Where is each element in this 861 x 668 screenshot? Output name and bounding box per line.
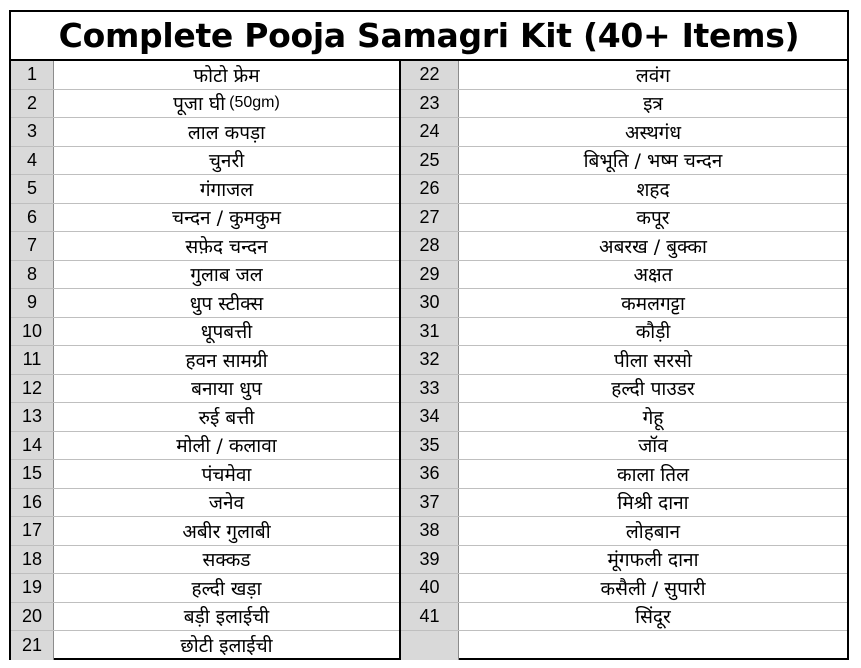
table-row	[401, 318, 847, 347]
row-number: 4	[11, 147, 54, 175]
item-name: हल्दी खड़ा	[191, 577, 262, 600]
item-cell	[459, 61, 847, 89]
item-cell	[54, 574, 399, 602]
table-row	[11, 375, 399, 404]
item-cell	[459, 603, 847, 631]
row-number: 3	[11, 118, 54, 146]
item-name: गेहू	[642, 406, 664, 429]
right-column	[401, 61, 847, 658]
item-name: अक्षत	[633, 264, 673, 287]
table-row	[11, 460, 399, 489]
table-row	[401, 261, 847, 290]
table-row	[11, 489, 399, 518]
table-row	[11, 403, 399, 432]
item-cell	[459, 631, 847, 660]
row-number: 36	[401, 460, 459, 488]
table-row	[11, 318, 399, 347]
table-row	[401, 546, 847, 575]
row-number: 17	[11, 517, 54, 545]
samagri-table	[9, 10, 849, 660]
row-number: 10	[11, 318, 54, 346]
row-number: 32	[401, 346, 459, 374]
table-row	[401, 147, 847, 176]
row-number: 24	[401, 118, 459, 146]
table-row	[401, 90, 847, 119]
row-number: 30	[401, 289, 459, 317]
item-name: कपूर	[636, 207, 670, 230]
item-name: धूपबत्ती	[200, 321, 253, 344]
table-row	[11, 574, 399, 603]
item-name: हल्दी पाउडर	[611, 378, 695, 401]
table-row	[401, 460, 847, 489]
item-cell	[54, 403, 399, 431]
row-number: 29	[401, 261, 459, 289]
row-number: 1	[11, 61, 54, 89]
item-name: कौड़ी	[635, 321, 671, 344]
row-number: 11	[11, 346, 54, 374]
table-row	[401, 432, 847, 461]
row-number: 25	[401, 147, 459, 175]
item-cell	[54, 175, 399, 203]
item-name: इत्र	[643, 93, 663, 116]
row-number: 20	[11, 603, 54, 631]
item-cell	[54, 432, 399, 460]
table-body	[11, 61, 847, 658]
row-number: 13	[11, 403, 54, 431]
item-name: मिश्री दाना	[617, 492, 689, 515]
row-number: 27	[401, 204, 459, 232]
table-row	[401, 289, 847, 318]
item-cell	[54, 631, 399, 660]
row-number: 31	[401, 318, 459, 346]
item-cell	[54, 261, 399, 289]
item-cell	[459, 432, 847, 460]
row-number: 35	[401, 432, 459, 460]
table-row	[401, 232, 847, 261]
item-cell	[459, 147, 847, 175]
item-cell	[459, 118, 847, 146]
item-name: हवन सामग्री	[185, 349, 268, 372]
item-name: रुई बत्ती	[198, 406, 255, 429]
table-row	[11, 546, 399, 575]
item-name: पंचमेवा	[201, 463, 252, 486]
item-name: गंगाजल	[199, 178, 254, 201]
item-cell	[54, 546, 399, 574]
item-cell	[54, 346, 399, 374]
item-name: लवंग	[635, 64, 671, 87]
item-name: जॉव	[638, 435, 668, 458]
row-number: 28	[401, 232, 459, 260]
row-number: 9	[11, 289, 54, 317]
table-row	[401, 489, 847, 518]
table-row	[11, 61, 399, 90]
item-name: काला तिल	[617, 463, 689, 486]
item-cell	[54, 204, 399, 232]
table-row	[11, 204, 399, 233]
table-row	[11, 232, 399, 261]
item-name: कसैली / सुपारी	[600, 577, 706, 600]
row-number: 22	[401, 61, 459, 89]
table-row	[401, 346, 847, 375]
item-cell	[459, 232, 847, 260]
row-number: 6	[11, 204, 54, 232]
item-cell	[459, 460, 847, 488]
table-row	[401, 517, 847, 546]
table-row	[11, 261, 399, 290]
row-number: 33	[401, 375, 459, 403]
row-number: 14	[11, 432, 54, 460]
item-name: मूंगफली दाना	[607, 549, 699, 572]
row-number: 16	[11, 489, 54, 517]
row-number: 7	[11, 232, 54, 260]
row-number: 5	[11, 175, 54, 203]
item-cell	[459, 574, 847, 602]
row-number: 40	[401, 574, 459, 602]
item-cell	[459, 289, 847, 317]
item-name: मोली / कलावा	[176, 435, 277, 458]
table-row	[401, 603, 847, 632]
table-title: Complete Pooja Samagri Kit (40+ Items)	[11, 12, 847, 61]
item-name: गुलाब जल	[190, 264, 263, 287]
item-cell	[459, 318, 847, 346]
row-number: 38	[401, 517, 459, 545]
item-name: चन्दन / कुमकुम	[172, 207, 281, 230]
item-cell	[459, 204, 847, 232]
item-cell	[54, 460, 399, 488]
item-name: अस्थगंध	[624, 121, 682, 144]
item-name: चुनरी	[208, 150, 245, 173]
table-row	[401, 175, 847, 204]
item-name: शहद	[636, 178, 670, 201]
item-name: सिंदूर	[635, 606, 671, 629]
item-cell	[459, 346, 847, 374]
item-cell	[459, 375, 847, 403]
left-column	[11, 61, 401, 658]
item-name: जनेव	[208, 492, 245, 515]
table-row	[401, 403, 847, 432]
item-cell	[54, 517, 399, 545]
row-number: 37	[401, 489, 459, 517]
table-row	[401, 375, 847, 404]
item-cell	[459, 546, 847, 574]
item-name: बनाया धुप	[191, 378, 262, 401]
item-name: छोटी इलाईची	[180, 635, 273, 658]
item-cell	[54, 61, 399, 89]
item-cell	[459, 517, 847, 545]
item-cell	[54, 232, 399, 260]
item-cell	[54, 318, 399, 346]
table-row	[11, 90, 399, 119]
row-number: 8	[11, 261, 54, 289]
row-number: 23	[401, 90, 459, 118]
item-cell	[54, 90, 399, 118]
item-cell	[54, 118, 399, 146]
item-name: पीला सरसो	[614, 349, 692, 372]
table-row	[401, 61, 847, 90]
item-name: लोहबान	[625, 520, 681, 543]
item-name: बड़ी इलाईची	[183, 606, 270, 629]
row-number: 41	[401, 603, 459, 631]
table-row	[11, 175, 399, 204]
table-row	[401, 574, 847, 603]
item-cell	[459, 403, 847, 431]
item-name: लाल कपड़ा	[187, 121, 266, 144]
row-number: 12	[11, 375, 54, 403]
item-cell	[54, 147, 399, 175]
item-name: सक्कड	[202, 549, 251, 572]
row-number: 26	[401, 175, 459, 203]
row-number: 34	[401, 403, 459, 431]
item-name: बिभूति / भष्म चन्दन	[583, 150, 723, 173]
table-row	[11, 147, 399, 176]
table-row	[11, 631, 399, 660]
table-row	[401, 204, 847, 233]
row-number: 39	[401, 546, 459, 574]
row-number: 15	[11, 460, 54, 488]
row-number: 21	[11, 631, 54, 660]
table-row	[401, 118, 847, 147]
table-row	[11, 432, 399, 461]
item-cell	[54, 489, 399, 517]
item-cell	[54, 603, 399, 631]
item-cell	[459, 261, 847, 289]
table-row	[11, 517, 399, 546]
row-number: 18	[11, 546, 54, 574]
item-name: अबरख / बुक्का	[599, 235, 707, 258]
table-row	[11, 289, 399, 318]
item-cell	[54, 375, 399, 403]
item-name: धुप स्टीक्स	[189, 292, 264, 315]
row-number: 19	[11, 574, 54, 602]
item-quantity: (50gm)	[229, 94, 280, 112]
row-number	[401, 631, 459, 660]
table-row	[11, 603, 399, 632]
item-cell	[54, 289, 399, 317]
item-cell	[459, 90, 847, 118]
item-cell	[459, 489, 847, 517]
item-name: पूजा घी	[173, 93, 226, 116]
table-row	[401, 631, 847, 660]
item-name: अबीर गुलाबी	[182, 520, 271, 543]
row-number: 2	[11, 90, 54, 118]
item-name: कमलगट्टा	[621, 292, 685, 315]
table-row	[11, 118, 399, 147]
item-cell	[459, 175, 847, 203]
item-name: सफ़ेद चन्दन	[185, 235, 268, 258]
item-name: फोटो फ्रेम	[193, 64, 260, 87]
table-row	[11, 346, 399, 375]
